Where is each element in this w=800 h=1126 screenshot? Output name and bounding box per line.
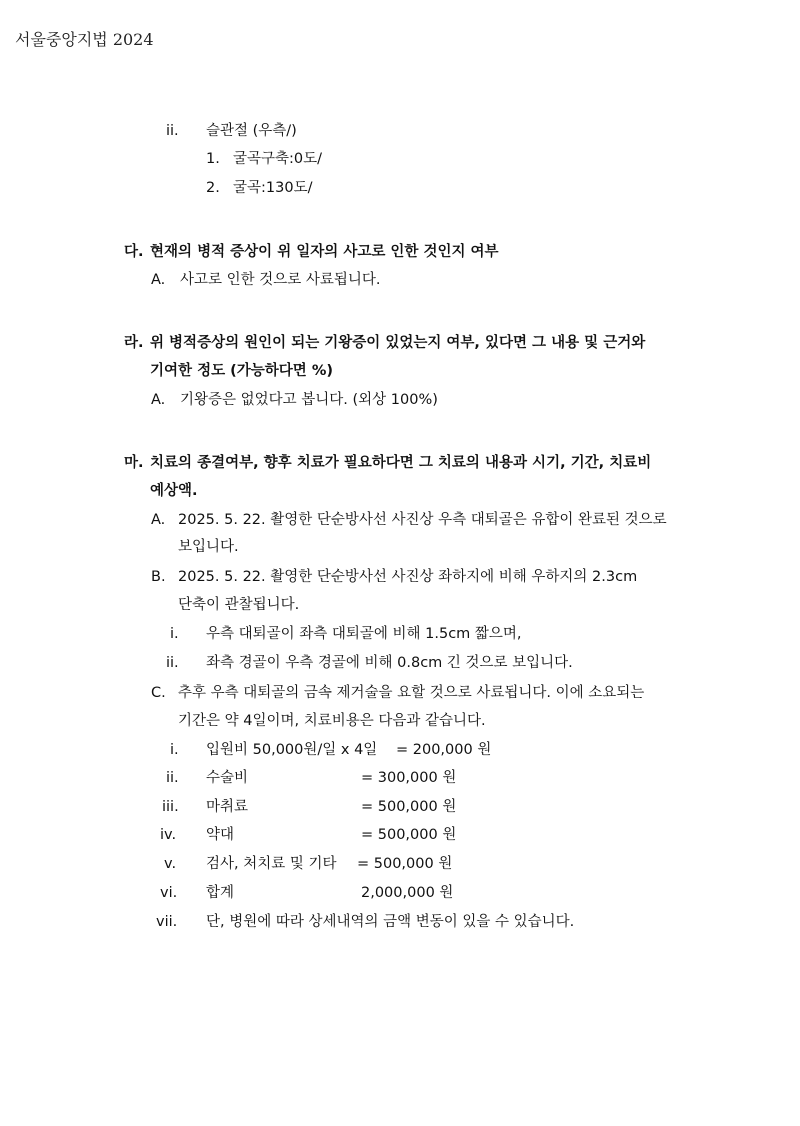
section-ra-title-line2: 기여한 정도 (가능하다면 %) — [150, 363, 333, 379]
cost-total-amount: 2,000,000 원 — [361, 885, 454, 901]
cost-row-label: 검사, 처치료 및 기타 — [206, 856, 337, 872]
cost-row-amount: = 500,000 원 — [361, 827, 457, 843]
section-ma-b-sub-num: ii. — [166, 655, 179, 671]
section-ma-b-sub-text: 우측 대퇴골이 좌측 대퇴골에 비해 1.5cm 짧으며, — [206, 626, 522, 642]
knee-item-num: 1. — [206, 151, 220, 167]
cost-row-num: iv. — [160, 827, 177, 843]
section-da-answer: 사고로 인한 것으로 사료됩니다. — [180, 272, 381, 288]
cost-row-label: 마취료 — [206, 799, 249, 815]
section-ma-b-line2: 단축이 관찰됩니다. — [178, 597, 300, 613]
section-ma-a-marker: A. — [151, 512, 166, 528]
cost-row-amount: = 200,000 원 — [396, 742, 492, 758]
cost-row-num: vi. — [160, 885, 178, 901]
knee-item-text: 굴곡:130도/ — [233, 180, 313, 196]
section-ma-c-line2: 기간은 약 4일이며, 치료비용은 다음과 같습니다. — [178, 713, 486, 729]
cost-row-amount: = 500,000 원 — [361, 799, 457, 815]
cost-row-num: v. — [164, 856, 177, 872]
cost-row-num: iii. — [162, 799, 179, 815]
section-ma-marker: 마. — [124, 455, 144, 471]
section-da-answer-marker: A. — [151, 272, 166, 288]
cost-row-amount: = 500,000 원 — [357, 856, 453, 872]
section-ra-marker: 라. — [124, 335, 144, 351]
cost-row-label: 약대 — [206, 827, 235, 843]
section-ra-answer-marker: A. — [151, 392, 166, 408]
cost-total-label: 합계 — [206, 885, 235, 901]
section-ma-title-line1: 치료의 종결여부, 향후 치료가 필요하다면 그 치료의 내용과 시기, 기간, 치료비 — [150, 455, 652, 471]
cost-row-label: 입원비 50,000원/일 x 4일 — [206, 742, 378, 758]
section-da-title: 현재의 병적 증상이 위 일자의 사고로 인한 것인지 여부 — [150, 244, 499, 260]
section-ma-c-line1: 추후 우측 대퇴골의 금속 제거술을 요할 것으로 사료됩니다. 이에 소요되는 — [178, 685, 645, 701]
section-ra-title-line1: 위 병적증상의 원인이 되는 기왕증이 있었는지 여부, 있다면 그 내용 및 근거와 — [150, 335, 646, 351]
cost-row-label: 수술비 — [206, 770, 249, 786]
knee-roman: ii. — [166, 123, 179, 139]
cost-row-amount: = 300,000 원 — [361, 770, 457, 786]
section-da-marker: 다. — [124, 244, 144, 260]
cost-note-num: vii. — [156, 914, 178, 930]
section-ma-b-sub-num: i. — [170, 626, 179, 642]
court-stamp: 서울중앙지법 2024 — [15, 30, 154, 49]
cost-note: 단, 병원에 따라 상세내역의 금액 변동이 있을 수 있습니다. — [206, 914, 575, 930]
section-ma-title-line2: 예상액. — [150, 483, 198, 499]
section-ma-a-line1: 2025. 5. 22. 촬영한 단순방사선 사진상 우측 대퇴골은 유합이 완료된 것으로 — [178, 512, 667, 528]
section-ma-a-line2: 보입니다. — [178, 539, 239, 555]
knee-title: 슬관절 (우측/) — [206, 123, 297, 139]
section-ma-b-marker: B. — [151, 569, 166, 585]
section-ra-answer: 기왕증은 없었다고 봅니다. (외상 100%) — [180, 392, 438, 408]
knee-item-num: 2. — [206, 180, 220, 196]
knee-item-text: 굴곡구축:0도/ — [233, 151, 323, 167]
section-ma-c-marker: C. — [151, 685, 166, 701]
cost-row-num: i. — [170, 742, 179, 758]
section-ma-b-line1: 2025. 5. 22. 촬영한 단순방사선 사진상 좌하지에 비해 우하지의 2.3cm — [178, 569, 638, 585]
section-ma-b-sub-text: 좌측 경골이 우측 경골에 비해 0.8cm 긴 것으로 보입니다. — [206, 655, 573, 671]
cost-row-num: ii. — [166, 770, 179, 786]
